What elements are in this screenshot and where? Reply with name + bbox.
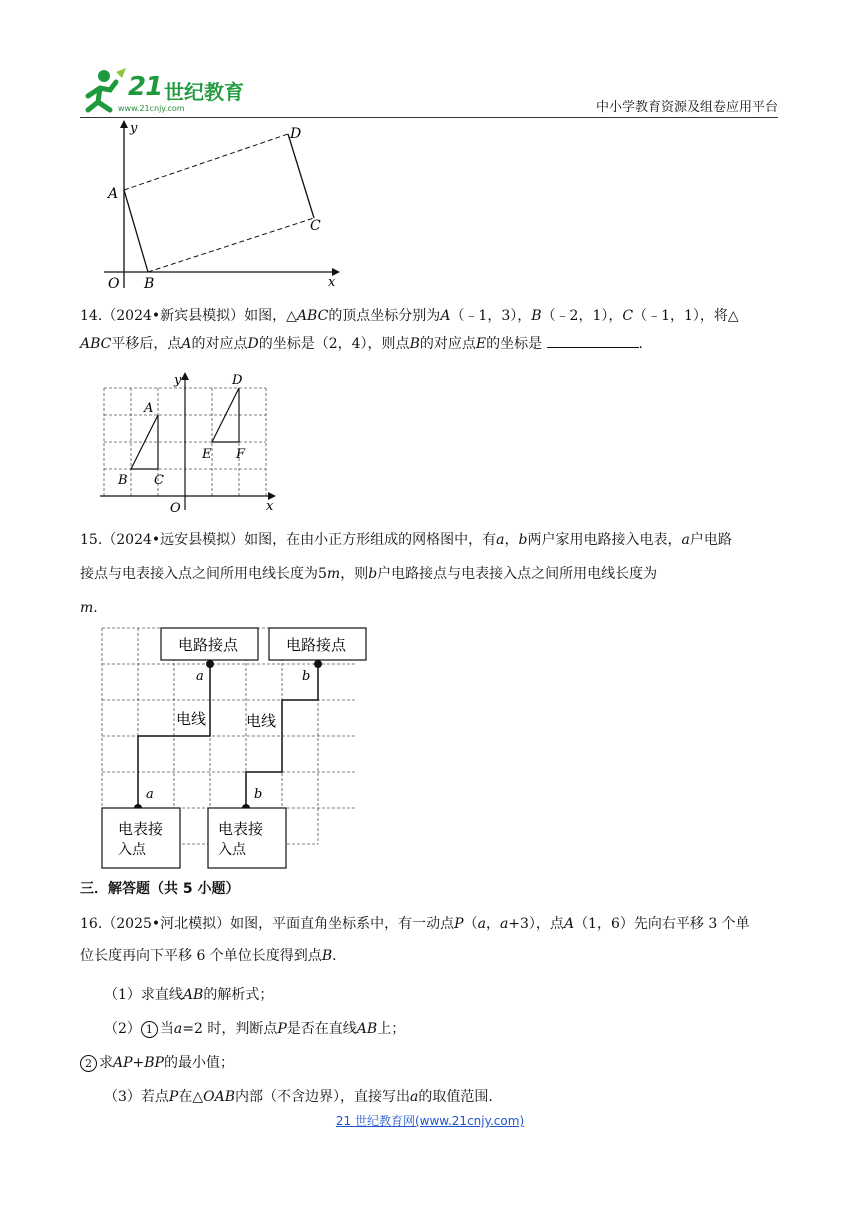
circuit-box-2-label: 电路接点	[286, 636, 347, 654]
label-e: E	[202, 447, 212, 462]
figure-15	[96, 624, 376, 874]
wire-1-label: 电线	[176, 710, 207, 728]
label-c: C	[154, 473, 164, 488]
label-b-bottom: b	[254, 787, 263, 802]
q16-part-2: （2） 1 当a=2 时，判断点P是否在直线AB上；	[104, 1021, 406, 1037]
q16-part-2b: 2 求AP+BP的最小值；	[80, 1052, 234, 1072]
question-16: 16.（2025•河北模拟）如图，平面直角坐标系中，有一动点P（a，a+3），点A（1，6）先向右平移 3 个单 位长度再向下平移 6 个单位长度得到点B.	[80, 916, 750, 964]
meter-2-label-1: 电表接	[218, 820, 264, 838]
label-a-bottom: a	[146, 787, 154, 802]
label-d: D	[290, 126, 302, 142]
q16-part-1: （1）求直线AB的解析式；	[104, 987, 274, 1003]
label-x: x	[266, 499, 274, 514]
label-f: F	[236, 447, 246, 462]
label-a: A	[108, 186, 119, 202]
section-heading: 三．解答题（共 5 小题）	[80, 881, 240, 897]
label-a-top: a	[196, 669, 204, 684]
circled-number-1: 1	[141, 1021, 158, 1038]
label-b: B	[118, 473, 128, 488]
label-y: y	[130, 121, 138, 136]
label-c: C	[310, 218, 321, 234]
question-15: 15.（2024•远安县模拟）如图，在由小正方形组成的网格图中，有a，b两户家用电路接入电表，a户电路 接点与电表接入点之间所用电线长度为5m，则b户电路接点与电表接入点之间所用电线长度为 m.	[80, 532, 732, 616]
label-d: D	[232, 373, 243, 388]
figure-14	[96, 368, 286, 518]
meter-1-label-2: 入点	[118, 842, 146, 858]
meter-box-1	[102, 808, 180, 868]
figure-13	[96, 118, 346, 294]
meter-2-label-2: 入点	[218, 842, 246, 858]
question-14: 14.（2024•新宾县模拟）如图，△ABC的顶点坐标分别为A（﹣1，3），B（﹣2，1），C（﹣1，1），将△ ABC平移后，点A的对应点D的坐标是（2，4），则点B的对应点E的坐标是 .	[80, 308, 739, 352]
logo-text: 世纪教育	[164, 80, 244, 104]
circuit-box-1-label: 电路接点	[178, 636, 239, 654]
logo-number: 21	[128, 72, 163, 102]
q16-part-3: （3）若点P在△OAB内部（不含边界），直接写出a的取值范围.	[104, 1089, 493, 1105]
segment-dc	[288, 134, 314, 218]
logo-url: www.21cnjy.com	[118, 104, 185, 113]
segment-ad	[124, 134, 288, 190]
footer-link[interactable]: 21 世纪教育网(www.21cnjy.com)	[335, 1114, 525, 1128]
segment-bc	[148, 218, 314, 272]
meter-1-label-1: 电表接	[118, 820, 164, 838]
circled-number-2: 2	[80, 1055, 97, 1072]
meter-box-2	[208, 808, 286, 868]
header-title: 中小学教育资源及组卷应用平台	[595, 100, 778, 115]
wire-2-label: 电线	[246, 712, 277, 730]
label-o: O	[170, 501, 181, 516]
answer-blank-14[interactable]	[547, 333, 639, 348]
label-a: A	[144, 401, 154, 416]
label-b: B	[144, 276, 155, 292]
segment-ab	[124, 190, 148, 272]
label-o: O	[108, 276, 120, 292]
label-y: y	[174, 373, 182, 388]
label-b-top: b	[302, 669, 311, 684]
label-x: x	[328, 275, 336, 290]
